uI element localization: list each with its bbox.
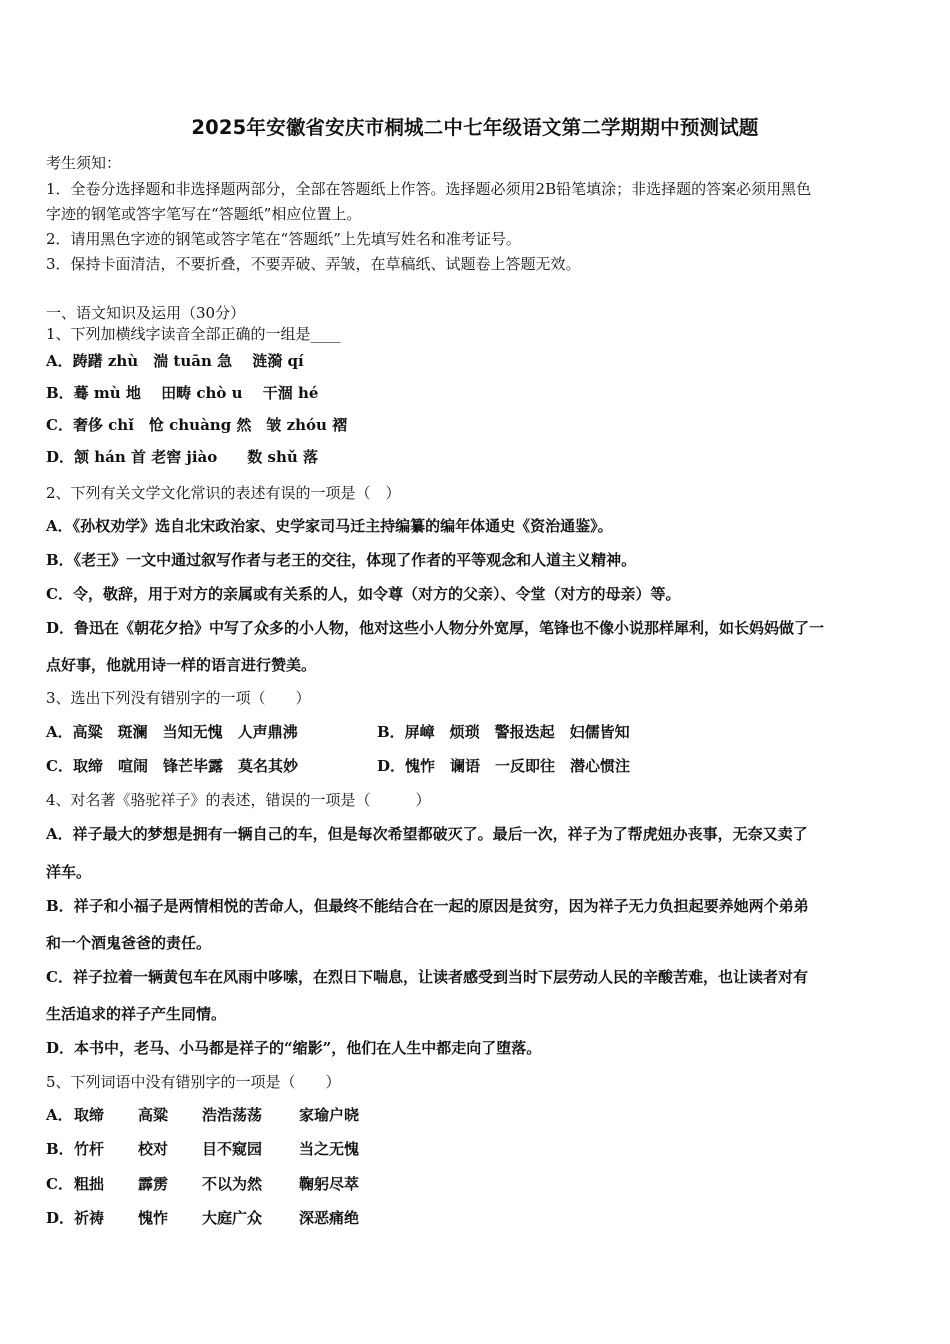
option-word: 粗拙 bbox=[74, 1175, 105, 1193]
question-4-option-c: C．祥子拉着一辆黄包车在风雨中哆嗦，在烈日下喘息，让读者感受到当时下层劳动人民的辛酸苦难，也让读者对有 bbox=[46, 968, 808, 986]
question-1-option-d: D．颔 hán 首 老窖 jiào 数 shǔ 落 bbox=[46, 448, 318, 466]
question-3-option-a: A．高粱 斑澜 当知无愧 人声鼎沸 bbox=[46, 723, 298, 741]
question-1-option-b: B．蓦 mù 地 田畴 chò u 干涸 hé bbox=[46, 384, 319, 402]
option-label: B． bbox=[46, 1140, 74, 1158]
notice-line: 2．请用黑色字迹的钢笔或答字笔在“答题纸”上先填写姓名和准考证号。 bbox=[46, 230, 521, 248]
option-word: 祈祷 bbox=[74, 1209, 105, 1227]
notice-line: 1．全卷分选择题和非选择题两部分，全部在答题纸上作答。选择题必须用2B铅笔填涂；非选择题的答案必须用黑色 bbox=[46, 180, 812, 198]
notice-line: 3．保持卡面清洁，不要折叠，不要弄破、弄皱，在草稿纸、试题卷上答题无效。 bbox=[46, 255, 581, 273]
question-1-option-c: C．奢侈 chǐ 怆 chuàng 然 皱 zhóu 褶 bbox=[46, 416, 348, 434]
question-5-stem: 5、下列词语中没有错别字的一项是（ ） bbox=[46, 1073, 341, 1091]
section-heading: 一、语文知识及运用（30分） bbox=[46, 304, 246, 322]
question-3-option-b: B．屏嶂 烦琐 警报迭起 妇儒皆知 bbox=[377, 723, 630, 741]
question-4-option-a-cont: 洋车。 bbox=[46, 863, 92, 881]
option-word: 取缔 bbox=[74, 1106, 105, 1124]
question-4-option-c-cont: 生活追求的祥子产生同情。 bbox=[46, 1005, 227, 1023]
option-word: 不以为然 bbox=[202, 1175, 263, 1193]
question-1-option-a: A．踌躇 zhù 湍 tuān 急 涟漪 qí bbox=[46, 352, 304, 370]
option-word: 竹杆 bbox=[74, 1140, 105, 1158]
option-word: 霹雳 bbox=[138, 1175, 169, 1193]
question-4-option-b: B．祥子和小福子是两情相悦的苦命人，但最终不能结合在一起的原因是贫穷，因为祥子无力负担起要养她两个弟弟 bbox=[46, 897, 809, 915]
question-2-option-b: B．《老王》一文中通过叙写作者与老王的交往，体现了作者的平等观念和人道主义精神。 bbox=[46, 551, 637, 569]
notice-line: 字迹的钢笔或答字笔写在“答题纸”相应位置上。 bbox=[46, 205, 362, 223]
option-word: 目不窥园 bbox=[202, 1140, 263, 1158]
question-4-option-b-cont: 和一个酒鬼爸爸的责任。 bbox=[46, 934, 212, 952]
option-word: 大庭广众 bbox=[202, 1209, 263, 1227]
option-word: 浩浩荡荡 bbox=[202, 1106, 263, 1124]
page-title: 2025年安徽省安庆市桐城二中七年级语文第二学期期中预测试题 bbox=[191, 116, 759, 139]
notice-heading: 考生须知： bbox=[46, 154, 122, 172]
option-word: 当之无愧 bbox=[299, 1140, 360, 1158]
question-4-option-a: A．祥子最大的梦想是拥有一辆自己的车，但是每次希望都破灭了。最后一次，祥子为了帮虎妞办丧事，无奈又卖了 bbox=[46, 825, 808, 843]
question-4-option-d: D．本书中，老马、小马都是祥子的“缩影”，他们在人生中都走向了堕落。 bbox=[46, 1039, 542, 1057]
option-word: 校对 bbox=[138, 1140, 169, 1158]
question-2-stem: 2、下列有关文学文化常识的表述有误的一项是（ ） bbox=[46, 484, 401, 502]
question-2-option-c: C．令，敬辞，用于对方的亲属或有关系的人，如令尊（对方的父亲）、令堂（对方的母亲）等。 bbox=[46, 585, 681, 603]
option-word: 鞠躬尽萃 bbox=[299, 1175, 360, 1193]
option-label: D． bbox=[46, 1209, 75, 1227]
question-2-option-d-cont: 点好事，他就用诗一样的语言进行赞美。 bbox=[46, 656, 317, 674]
option-word: 家瑜户晓 bbox=[299, 1106, 360, 1124]
option-word: 愧怍 bbox=[138, 1209, 169, 1227]
question-1-stem: 1、下列加横线字读音全部正确的一组是____ bbox=[46, 325, 341, 343]
question-4-stem: 4、对名著《骆驼祥子》的表述，错误的一项是（ ） bbox=[46, 791, 431, 809]
question-3-option-d: D．愧怍 谰语 一反即往 潜心惯注 bbox=[377, 757, 631, 775]
option-label: A． bbox=[46, 1106, 73, 1124]
option-word: 高粱 bbox=[138, 1106, 169, 1124]
question-3-option-c: C．取缔 喧闹 锋芒毕露 莫名其妙 bbox=[46, 757, 298, 775]
question-2-option-a: A．《孙权劝学》选自北宋政治家、史学家司马迁主持编纂的编年体通史《资治通鉴》。 bbox=[46, 517, 613, 535]
question-3-stem: 3、选出下列没有错别字的一项（ ） bbox=[46, 689, 311, 707]
option-label: C． bbox=[46, 1175, 73, 1193]
option-word: 深恶痛绝 bbox=[299, 1209, 360, 1227]
question-2-option-d: D．鲁迅在《朝花夕拾》中写了众多的小人物，他对这些小人物分外宽厚，笔锋也不像小说那样犀利，如长妈妈做了一 bbox=[46, 619, 825, 637]
